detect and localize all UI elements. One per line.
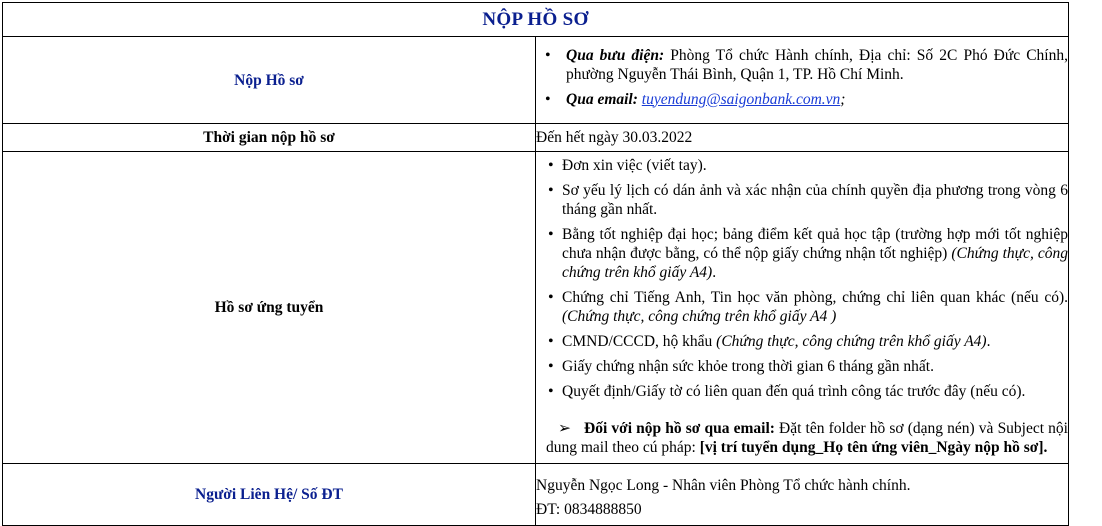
list-item [536, 382, 1068, 401]
list-item-text: Bằng tốt nghiệp đại học; bảng điểm kết quả học tập (trường hợp mới tốt nghiệp chưa nhận được bằng, có thể nộp giấy chứng nhận tốt nghiệp) [562, 226, 1068, 262]
post-method-item [536, 46, 1068, 84]
arrow-bullet-icon: ➢ [558, 420, 571, 437]
list-item [536, 156, 1068, 175]
list-item-note: (Chứng thực, công chứng trên khổ giấy A4) [716, 333, 987, 350]
list-item [536, 181, 1068, 219]
email-note-syntax: [vị trí tuyển dụng_Họ tên ứng viên_Ngày nộp hồ sơ]. [699, 439, 1048, 456]
table-title: NỘP HỒ SƠ [3, 3, 1069, 37]
email-suffix: ; [840, 90, 846, 108]
list-item-text: Quyết định/Giấy tờ có liên quan đến quá trình công tác trước đây (nếu có). [562, 383, 1026, 400]
list-item-note: (Chứng thực, công chứng trên khổ giấy A4) [562, 245, 1068, 281]
documents-label: Hồ sơ ứng tuyển [3, 152, 536, 464]
contact-row [3, 464, 1069, 526]
deadline-row [3, 124, 1069, 152]
submit-row [3, 37, 1069, 124]
email-note-label: Đối với nộp hồ sơ qua email: [584, 420, 775, 437]
list-item-text: CMND/CCCD, hộ khẩu [562, 333, 717, 350]
list-item [536, 357, 1068, 376]
email-method-label: Qua email: [566, 90, 638, 108]
list-item [536, 332, 1068, 351]
list-item-text: Chứng chỉ Tiếng Anh, Tin học văn phòng, chứng chỉ liên quan khác (nếu có). [562, 289, 1068, 306]
contact-name: Nguyễn Ngọc Long - Nhân viên Phòng Tổ chức hành chính. [536, 477, 911, 494]
documents-content [536, 152, 1069, 464]
contact-phone: ĐT: 0834888850 [536, 501, 642, 518]
deadline-value: Đến hết ngày 30.03.2022 [536, 124, 1069, 152]
documents-list [536, 156, 1068, 401]
list-item-after: . [986, 333, 991, 350]
documents-row [3, 152, 1069, 464]
list-item-after: . [712, 264, 717, 281]
list-item [536, 288, 1068, 326]
post-method-text: Phòng Tổ chức Hành chính, Địa chỉ: Số 2C Phó Đức Chính, phường Nguyễn Thái Bình, Quận 1, TP. Hồ Chí Minh. [566, 46, 1068, 83]
submit-content [536, 37, 1069, 124]
email-link[interactable]: tuyendung@saigonbank.com.vn [641, 90, 841, 108]
post-method-label: Qua bưu điện: [566, 46, 665, 64]
contact-label: Người Liên Hệ/ Số ĐT [3, 464, 536, 526]
title-row [3, 3, 1069, 37]
submit-label: Nộp Hồ sơ [3, 37, 536, 124]
deadline-label: Thời gian nộp hồ sơ [3, 124, 536, 152]
email-submission-note [536, 419, 1068, 457]
list-item-note: (Chứng thực, công chứng trên khổ giấy A4 ) [562, 308, 837, 325]
list-item-text: Giấy chứng nhận sức khỏe trong thời gian 6 tháng gần nhất. [562, 358, 934, 375]
email-method-item [536, 90, 1068, 109]
submit-methods-list [536, 46, 1068, 109]
list-item-text: Đơn xin việc (viết tay). [562, 157, 707, 174]
list-item [536, 225, 1068, 282]
contact-content [536, 464, 1069, 526]
application-table [2, 2, 1069, 526]
list-item-text: Sơ yếu lý lịch có dán ảnh và xác nhận của chính quyền địa phương trong vòng 6 tháng gần nhất. [562, 182, 1068, 218]
email-note-text: Đặt tên folder hồ sơ (dạng nén) và Subject nội dung mail theo cú pháp: [546, 420, 1068, 456]
